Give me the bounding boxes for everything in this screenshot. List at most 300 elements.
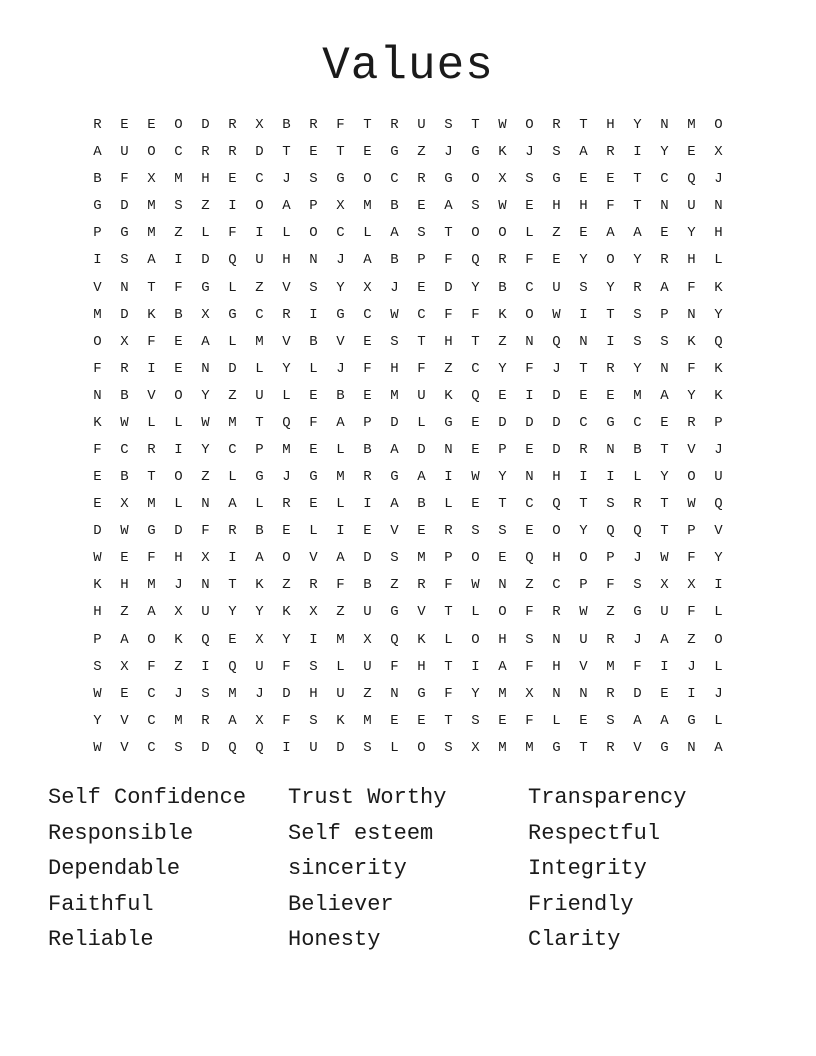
grid-letter: H: [552, 550, 561, 567]
grid-letter: W: [93, 550, 102, 567]
grid-letter: Q: [282, 414, 291, 431]
grid-row: [84, 329, 732, 356]
grid-letter: H: [552, 198, 561, 215]
grid-letter: A: [390, 441, 399, 458]
word-list: [48, 780, 788, 958]
grid-letter: E: [120, 550, 129, 567]
grid-letter: U: [687, 198, 696, 215]
grid-letter: J: [390, 279, 399, 296]
grid-letter: N: [714, 198, 723, 215]
grid-letter: E: [579, 225, 588, 242]
grid-letter: O: [525, 117, 534, 134]
grid-letter: R: [606, 685, 615, 702]
grid-letter: E: [660, 414, 669, 431]
grid-letter: I: [201, 658, 210, 675]
grid-letter: M: [282, 441, 291, 458]
grid-letter: F: [606, 577, 615, 594]
grid-letter: S: [471, 523, 480, 540]
grid-letter: S: [471, 712, 480, 729]
grid-letter: B: [363, 441, 372, 458]
grid-letter: B: [255, 523, 264, 540]
grid-row: [84, 247, 732, 274]
grid-letter: T: [579, 739, 588, 756]
grid-letter: F: [417, 360, 426, 377]
grid-letter: I: [579, 306, 588, 323]
grid-letter: Q: [471, 252, 480, 269]
grid-letter: O: [471, 171, 480, 188]
grid-letter: D: [228, 360, 237, 377]
grid-letter: E: [417, 198, 426, 215]
grid-letter: U: [255, 252, 264, 269]
grid-letter: T: [363, 117, 372, 134]
grid-letter: C: [336, 225, 345, 242]
grid-letter: D: [525, 414, 534, 431]
grid-letter: B: [417, 496, 426, 513]
grid-letter: P: [93, 631, 102, 648]
grid-letter: T: [633, 171, 642, 188]
grid-letter: K: [714, 387, 723, 404]
grid-letter: H: [174, 550, 183, 567]
grid-letter: C: [525, 496, 534, 513]
grid-letter: R: [417, 171, 426, 188]
grid-letter: J: [282, 171, 291, 188]
grid-letter: T: [633, 198, 642, 215]
grid-letter: S: [579, 279, 588, 296]
grid-letter: M: [174, 712, 183, 729]
grid-letter: Z: [444, 360, 453, 377]
grid-letter: R: [498, 252, 507, 269]
grid-letter: Q: [201, 631, 210, 648]
grid-letter: Y: [93, 712, 102, 729]
grid-letter: L: [336, 496, 345, 513]
grid-letter: Y: [714, 306, 723, 323]
grid-letter: S: [93, 658, 102, 675]
grid-letter: U: [309, 739, 318, 756]
grid-letter: B: [336, 387, 345, 404]
grid-letter: J: [714, 171, 723, 188]
grid-letter: O: [498, 604, 507, 621]
grid-letter: T: [147, 279, 156, 296]
grid-letter: E: [579, 171, 588, 188]
grid-letter: H: [444, 333, 453, 350]
grid-letter: H: [120, 577, 129, 594]
grid-letter: F: [687, 604, 696, 621]
grid-letter: S: [417, 225, 426, 242]
grid-letter: F: [687, 550, 696, 567]
grid-letter: S: [174, 739, 183, 756]
grid-letter: H: [93, 604, 102, 621]
grid-letter: F: [282, 658, 291, 675]
grid-letter: A: [147, 252, 156, 269]
grid-letter: I: [633, 144, 642, 161]
grid-letter: D: [282, 685, 291, 702]
grid-letter: I: [255, 225, 264, 242]
grid-letter: G: [201, 279, 210, 296]
grid-letter: A: [93, 144, 102, 161]
page-title: Values: [322, 40, 494, 92]
grid-letter: Q: [552, 496, 561, 513]
grid-letter: K: [498, 306, 507, 323]
grid-letter: C: [471, 360, 480, 377]
grid-letter: A: [606, 225, 615, 242]
grid-letter: H: [579, 198, 588, 215]
grid-letter: O: [606, 252, 615, 269]
grid-letter: Z: [255, 279, 264, 296]
grid-letter: O: [93, 333, 102, 350]
grid-row: [84, 708, 732, 735]
grid-letter: M: [606, 658, 615, 675]
grid-letter: Z: [120, 604, 129, 621]
grid-letter: D: [498, 414, 507, 431]
grid-letter: Z: [525, 577, 534, 594]
grid-letter: B: [309, 333, 318, 350]
grid-letter: Y: [228, 604, 237, 621]
grid-letter: E: [228, 171, 237, 188]
grid-letter: T: [444, 225, 453, 242]
grid-letter: S: [633, 306, 642, 323]
grid-letter: D: [363, 550, 372, 567]
grid-letter: G: [552, 739, 561, 756]
grid-letter: A: [660, 387, 669, 404]
grid-letter: S: [444, 117, 453, 134]
grid-letter: A: [228, 496, 237, 513]
word-list-item: sincerity: [288, 856, 407, 881]
grid-letter: F: [525, 658, 534, 675]
grid-row: [84, 166, 732, 193]
grid-row: [84, 193, 732, 220]
grid-letter: I: [282, 739, 291, 756]
grid-letter: X: [174, 604, 183, 621]
grid-letter: V: [336, 333, 345, 350]
grid-letter: X: [120, 658, 129, 675]
grid-letter: B: [93, 171, 102, 188]
grid-letter: R: [282, 496, 291, 513]
grid-row: [84, 437, 732, 464]
grid-letter: Y: [579, 523, 588, 540]
word-list-item: Friendly: [528, 891, 634, 917]
grid-row: [84, 302, 732, 329]
grid-letter: H: [282, 252, 291, 269]
grid-letter: C: [255, 306, 264, 323]
grid-letter: C: [525, 279, 534, 296]
grid-letter: T: [660, 496, 669, 513]
grid-letter: A: [633, 225, 642, 242]
grid-letter: X: [660, 577, 669, 594]
grid-row: [84, 220, 732, 247]
grid-letter: X: [309, 604, 318, 621]
grid-letter: T: [444, 712, 453, 729]
grid-letter: E: [498, 712, 507, 729]
grid-letter: R: [201, 144, 210, 161]
grid-letter: W: [498, 198, 507, 215]
grid-letter: R: [444, 523, 453, 540]
grid-letter: I: [444, 469, 453, 486]
grid-letter: J: [714, 441, 723, 458]
grid-letter: N: [309, 252, 318, 269]
grid-letter: T: [606, 306, 615, 323]
grid-letter: Q: [228, 252, 237, 269]
grid-letter: S: [309, 658, 318, 675]
grid-row: [84, 518, 732, 545]
grid-row: [84, 572, 732, 599]
grid-letter: X: [525, 685, 534, 702]
grid-letter: N: [444, 441, 453, 458]
grid-letter: F: [336, 577, 345, 594]
grid-letter: Q: [633, 523, 642, 540]
grid-letter: N: [525, 469, 534, 486]
word-list-item: Transparency: [528, 785, 687, 810]
grid-letter: E: [606, 171, 615, 188]
grid-letter: R: [282, 306, 291, 323]
grid-letter: T: [471, 117, 480, 134]
grid-letter: P: [444, 550, 453, 567]
grid-letter: G: [336, 171, 345, 188]
grid-letter: S: [606, 496, 615, 513]
grid-letter: L: [147, 414, 156, 431]
grid-letter: A: [498, 658, 507, 675]
grid-letter: Y: [687, 225, 696, 242]
grid-letter: P: [363, 414, 372, 431]
grid-letter: M: [228, 685, 237, 702]
grid-letter: W: [120, 523, 129, 540]
grid-letter: E: [606, 387, 615, 404]
grid-letter: C: [633, 414, 642, 431]
grid-letter: I: [174, 441, 183, 458]
grid-letter: O: [579, 550, 588, 567]
grid-letter: M: [255, 333, 264, 350]
grid-letter: G: [147, 523, 156, 540]
word-list-item: Integrity: [528, 856, 647, 881]
grid-letter: C: [552, 577, 561, 594]
grid-letter: O: [525, 306, 534, 323]
grid-letter: T: [417, 333, 426, 350]
grid-letter: E: [282, 523, 291, 540]
grid-letter: T: [282, 144, 291, 161]
grid-letter: M: [336, 469, 345, 486]
grid-letter: D: [336, 739, 345, 756]
grid-letter: Z: [174, 658, 183, 675]
grid-letter: L: [282, 387, 291, 404]
grid-letter: L: [255, 496, 264, 513]
grid-letter: M: [336, 631, 345, 648]
grid-letter: W: [201, 414, 210, 431]
grid-letter: L: [444, 631, 453, 648]
grid-letter: S: [660, 333, 669, 350]
grid-letter: Y: [660, 144, 669, 161]
grid-letter: E: [120, 685, 129, 702]
grid-letter: N: [525, 333, 534, 350]
grid-letter: E: [525, 441, 534, 458]
grid-row: [84, 545, 732, 572]
grid-letter: X: [255, 631, 264, 648]
grid-letter: O: [471, 631, 480, 648]
grid-letter: S: [390, 333, 399, 350]
grid-letter: Y: [633, 252, 642, 269]
grid-letter: L: [444, 496, 453, 513]
grid-letter: O: [147, 144, 156, 161]
grid-letter: R: [606, 739, 615, 756]
grid-letter: G: [687, 712, 696, 729]
grid-letter: W: [660, 550, 669, 567]
grid-letter: F: [120, 171, 129, 188]
grid-letter: K: [93, 577, 102, 594]
grid-letter: G: [336, 306, 345, 323]
grid-letter: H: [714, 225, 723, 242]
grid-letter: A: [363, 252, 372, 269]
grid-letter: L: [714, 252, 723, 269]
grid-letter: L: [282, 225, 291, 242]
grid-letter: R: [147, 441, 156, 458]
grid-letter: E: [363, 523, 372, 540]
grid-letter: D: [633, 685, 642, 702]
grid-letter: M: [633, 387, 642, 404]
grid-letter: C: [363, 306, 372, 323]
grid-letter: D: [93, 523, 102, 540]
grid-letter: C: [417, 306, 426, 323]
grid-letter: U: [363, 604, 372, 621]
grid-letter: F: [309, 414, 318, 431]
grid-letter: R: [390, 117, 399, 134]
grid-letter: E: [147, 117, 156, 134]
grid-letter: L: [174, 496, 183, 513]
word-list-item: Trust Worthy: [288, 785, 447, 810]
grid-letter: E: [579, 387, 588, 404]
grid-letter: M: [498, 739, 507, 756]
grid-letter: P: [579, 577, 588, 594]
grid-letter: G: [120, 225, 129, 242]
grid-letter: Y: [714, 550, 723, 567]
grid-letter: G: [552, 171, 561, 188]
grid-letter: B: [390, 252, 399, 269]
grid-letter: A: [201, 333, 210, 350]
grid-letter: R: [201, 712, 210, 729]
grid-row: [84, 274, 732, 301]
grid-letter: E: [174, 333, 183, 350]
grid-letter: G: [417, 685, 426, 702]
grid-letter: R: [606, 144, 615, 161]
grid-letter: W: [120, 414, 129, 431]
grid-letter: D: [174, 523, 183, 540]
grid-letter: K: [714, 279, 723, 296]
grid-letter: A: [120, 631, 129, 648]
grid-letter: E: [417, 523, 426, 540]
grid-letter: S: [498, 523, 507, 540]
grid-letter: B: [633, 441, 642, 458]
grid-letter: M: [147, 577, 156, 594]
grid-letter: R: [363, 469, 372, 486]
grid-letter: V: [120, 739, 129, 756]
word-list-item: Honesty: [288, 927, 381, 952]
grid-letter: N: [120, 279, 129, 296]
grid-letter: J: [552, 360, 561, 377]
grid-letter: K: [687, 333, 696, 350]
grid-letter: F: [174, 279, 183, 296]
grid-letter: G: [444, 414, 453, 431]
grid-letter: F: [525, 360, 534, 377]
grid-letter: V: [687, 441, 696, 458]
grid-letter: E: [363, 333, 372, 350]
grid-letter: L: [390, 739, 399, 756]
grid-letter: O: [174, 469, 183, 486]
grid-letter: D: [552, 414, 561, 431]
grid-letter: Q: [228, 739, 237, 756]
grid-letter: S: [309, 171, 318, 188]
grid-letter: Y: [471, 685, 480, 702]
grid-letter: P: [687, 523, 696, 540]
grid-letter: Y: [687, 387, 696, 404]
grid-letter: O: [174, 387, 183, 404]
grid-letter: Y: [471, 279, 480, 296]
grid-letter: I: [660, 658, 669, 675]
grid-letter: B: [363, 577, 372, 594]
grid-letter: J: [525, 144, 534, 161]
grid-letter: P: [714, 414, 723, 431]
grid-letter: A: [228, 712, 237, 729]
grid-letter: W: [579, 604, 588, 621]
grid-letter: U: [552, 279, 561, 296]
grid-letter: R: [633, 496, 642, 513]
grid-letter: H: [687, 252, 696, 269]
grid-letter: Y: [282, 631, 291, 648]
grid-letter: S: [471, 198, 480, 215]
grid-letter: D: [552, 441, 561, 458]
word-list-item: Reliable: [48, 927, 154, 952]
grid-letter: R: [606, 631, 615, 648]
grid-letter: L: [228, 279, 237, 296]
grid-letter: U: [579, 631, 588, 648]
grid-letter: B: [120, 469, 129, 486]
grid-letter: L: [714, 712, 723, 729]
grid-letter: N: [390, 685, 399, 702]
grid-letter: O: [552, 523, 561, 540]
grid-letter: X: [120, 496, 129, 513]
grid-letter: B: [390, 198, 399, 215]
grid-letter: O: [471, 225, 480, 242]
grid-letter: Y: [201, 441, 210, 458]
grid-letter: G: [390, 469, 399, 486]
grid-letter: M: [363, 198, 372, 215]
grid-letter: F: [336, 117, 345, 134]
grid-letter: D: [201, 252, 210, 269]
grid-letter: Z: [228, 387, 237, 404]
grid-letter: V: [633, 739, 642, 756]
grid-letter: J: [633, 550, 642, 567]
grid-letter: M: [147, 496, 156, 513]
grid-letter: X: [201, 550, 210, 567]
grid-letter: S: [444, 739, 453, 756]
grid-letter: T: [444, 604, 453, 621]
grid-letter: H: [552, 658, 561, 675]
grid-letter: O: [471, 550, 480, 567]
grid-letter: G: [633, 604, 642, 621]
grid-letter: P: [660, 306, 669, 323]
grid-letter: E: [579, 712, 588, 729]
grid-letter: R: [228, 523, 237, 540]
grid-letter: Y: [660, 469, 669, 486]
grid-letter: L: [336, 441, 345, 458]
grid-letter: M: [417, 550, 426, 567]
grid-letter: R: [633, 279, 642, 296]
grid-letter: M: [147, 198, 156, 215]
grid-letter: M: [174, 171, 183, 188]
grid-letter: R: [120, 360, 129, 377]
grid-row: [84, 626, 732, 653]
grid-letter: F: [147, 333, 156, 350]
grid-letter: D: [120, 198, 129, 215]
grid-letter: V: [282, 333, 291, 350]
grid-letter: E: [471, 496, 480, 513]
grid-letter: L: [363, 225, 372, 242]
